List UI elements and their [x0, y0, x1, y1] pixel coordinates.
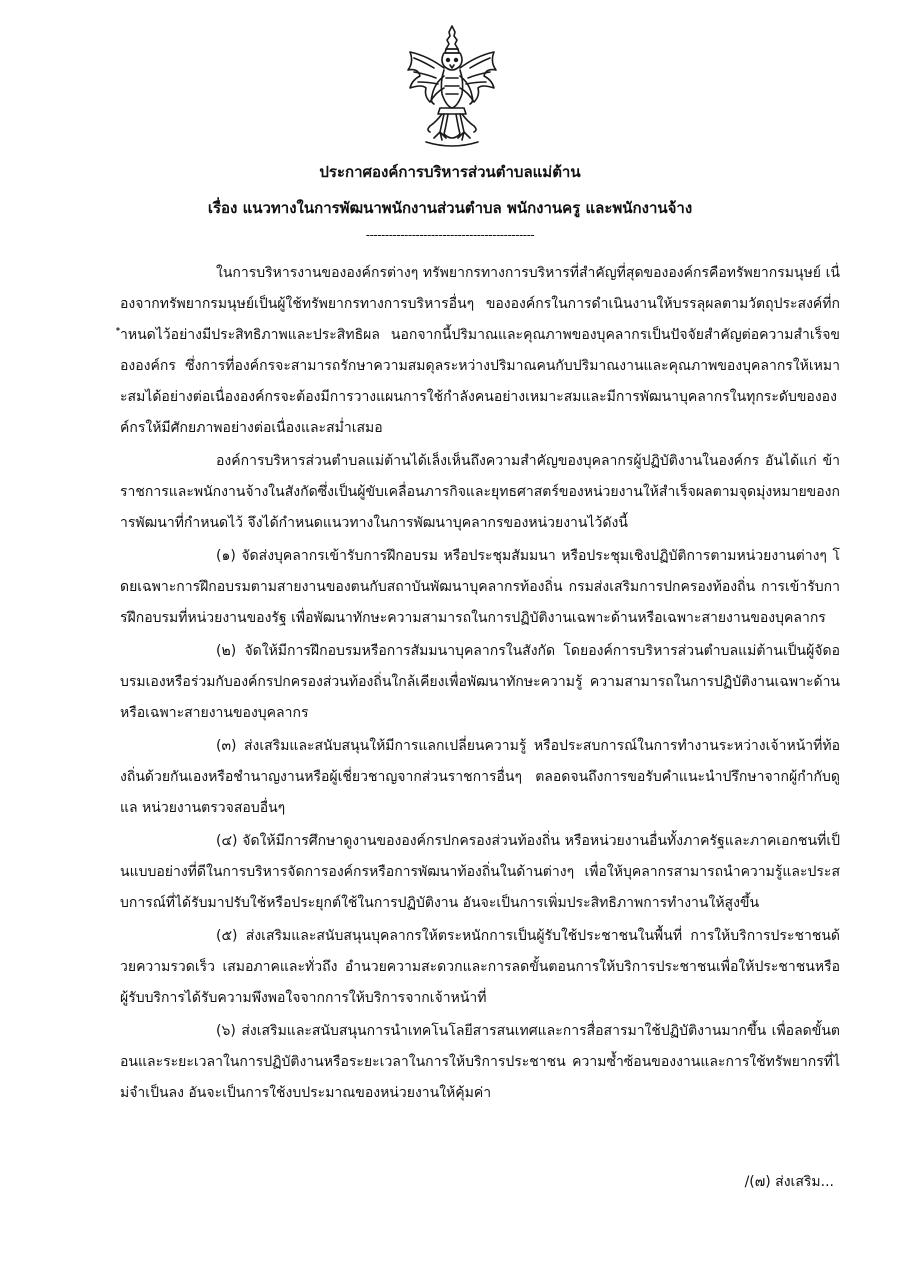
announcement-subject: เรื่อง แนวทางในการพัฒนาพนักงานส่วนตำบล พนักงานครู และพนักงานจ้าง [207, 199, 693, 217]
title-divider: -------------------------------------------- [365, 228, 535, 242]
next-page-continuation: /(๗) ส่งเสริม... [744, 1174, 834, 1190]
paragraph-item-2: (๒) จัดให้มีการฝึกอบรมหรือการสัมมนาบุคลากรในสังกัด โดยองค์การบริหารส่วนตำบลแม่ต้านเป็นผู้จัดอบรมเองหรือร่วมกับองค์กรปกครองส่วนท้องถิ่นใกล้เคียงเพื่อพัฒนาทักษะความรู้ ความสามารถในการปฏิบัติงานเฉพาะด้านหรือเฉพาะสายงานของบุคลากร [120, 643, 840, 721]
paragraph-item-4: (๔) จัดให้มีการศึกษาดูงานขององค์กรปกครองส่วนท้องถิ่น หรือหน่วยงานอื่นทั้งภาครัฐและภาคเอกชนที่เป็นแบบอย่างที่ดีในการบริหารจัดการองค์กรหรือการพัฒนาท้องถิ่นในด้านต่างๆ เพื่อให้บุคลากรสามารถนำความรู้และประสบการณ์ที่ได้รับมาปรับใช้หรือประยุกต์ใช้ในการปฏิบัติงาน อันจะเป็นการเพิ่มประสิทธิภาพการทำงานให้สูงขึ้น [120, 833, 840, 911]
announcement-body [120, 258, 840, 1109]
paragraph-item-1: (๑) จัดส่งบุคลากรเข้ารับการฝึกอบรม หรือประชุมสัมมนา หรือประชุมเชิงปฏิบัติการตามหน่วยงานต่างๆ โดยเฉพาะการฝึกอบรมตามสายงานของตนกับสถาบันพัฒนาบุคลากรท้องถิ่น กรมส่งเสริมการปกครองท้องถิ่น การเข้ารับการฝึกอบรมที่หน่วยงานของรัฐ เพื่อพัฒนาทักษะความสามารถในการปฏิบัติงานเฉพาะด้านหรือเฉพาะสายงานของบุคลากร [120, 548, 840, 626]
paragraph-intro: ในการบริหารงานขององค์กรต่างๆ ทรัพยากรทางการบริหารที่สำคัญที่สุดขององค์กรคือทรัพยากรมนุษย์ เนื่องจากทรัพยากรมนุษย์เป็นผู้ใช้ทรัพยากรทางการบริหารอื่นๆ ขององค์กรในการดำเนินงานให้บรรลุผลตามวัตถุประสงค์ที่กำหนดไว้อย่างมีประสิทธิภาพและประสิทธิผล นอกจากนี้ปริมาณและคุณภาพของบุคลากรเป็นปัจจัยสำคัญต่อความสำเร็จขององค์กร ซึ่งการที่องค์กรจะสามารถรักษาความสมดุลระหว่างปริมาณคนกับปริมาณงานและคุณภาพของบุคลากรให้เหมาะสมได้อย่างต่อเนื่ององค์กรจะต้องมีการวางแผนการใช้กำลังคนอย่างเหมาะสมและมีการพัฒนาบุคลากรในทุกระดับขององค์กรให้มีศักยภาพอย่างต่อเนื่องและสม่ำเสมอ [120, 265, 840, 436]
paragraph-item-6: (๖) ส่งเสริมและสนับสนุนการนำเทคโนโลยีสารสนเทศและการสื่อสารมาใช้ปฏิบัติงานมากขึ้น เพื่อลดขั้นตอนและระยะเวลาในการปฏิบัติงานหรือระยะเวลาในการให้บริการประชาชน ความซ้ำซ้อนของงานและการใช้ทรัพยากรที่ไม่จำเป็นลง อันจะเป็นการใช้งบประมาณของหน่วยงานให้คุ้มค่า [120, 1023, 840, 1101]
announcement-title: ประกาศองค์การบริหารส่วนตำบลแม่ต้าน [319, 163, 581, 181]
paragraph-policy: องค์การบริหารส่วนตำบลแม่ต้านได้เล็งเห็นถึงความสำคัญของบุคลากรผู้ปฏิบัติงานในองค์กร อันได้แก่ ข้าราชการและพนักงานจ้างในสังกัดซึ่งเป็นผู้ขับเคลื่อนภารกิจและยุทธศาสตร์ของหน่วยงานให้สำเร็จผลตามจุดมุ่งหมายของการพัฒนาที่กำหนดไว้ จึงได้กำหนดแนวทางในการพัฒนาบุคลากรของหน่วยงานไว้ดังนี้ [120, 453, 840, 531]
garuda-emblem-icon [404, 22, 500, 150]
paragraph-item-3: (๓) ส่งเสริมและสนับสนุนให้มีการแลกเปลี่ยนความรู้ หรือประสบการณ์ในการทำงานระหว่างเจ้าหน้าที่ท้องถิ่นด้วยกันเองหรือชำนาญงานหรือผู้เชี่ยวชาญจากส่วนราชการอื่นๆ ตลอดจนถึงการขอรับคำแนะนำปรึกษาจากผู้กำกับดูแล หน่วยงานตรวจสอบอื่นๆ [120, 738, 840, 816]
paragraph-item-5: (๕) ส่งเสริมและสนับสนุนบุคลากรให้ตระหนักการเป็นผู้รับใช้ประชาชนในพื้นที่ การให้บริการประชาชนด้วยความรวดเร็ว เสมอภาคและทั่วถึง อำนวยความสะดวกและการลดขั้นตอนการให้บริการประชาชนเพื่อให้ประชาชนหรือผู้รับบริการได้รับความพึงพอใจจากการให้บริการจากเจ้าหน้าที่ [120, 928, 840, 1006]
